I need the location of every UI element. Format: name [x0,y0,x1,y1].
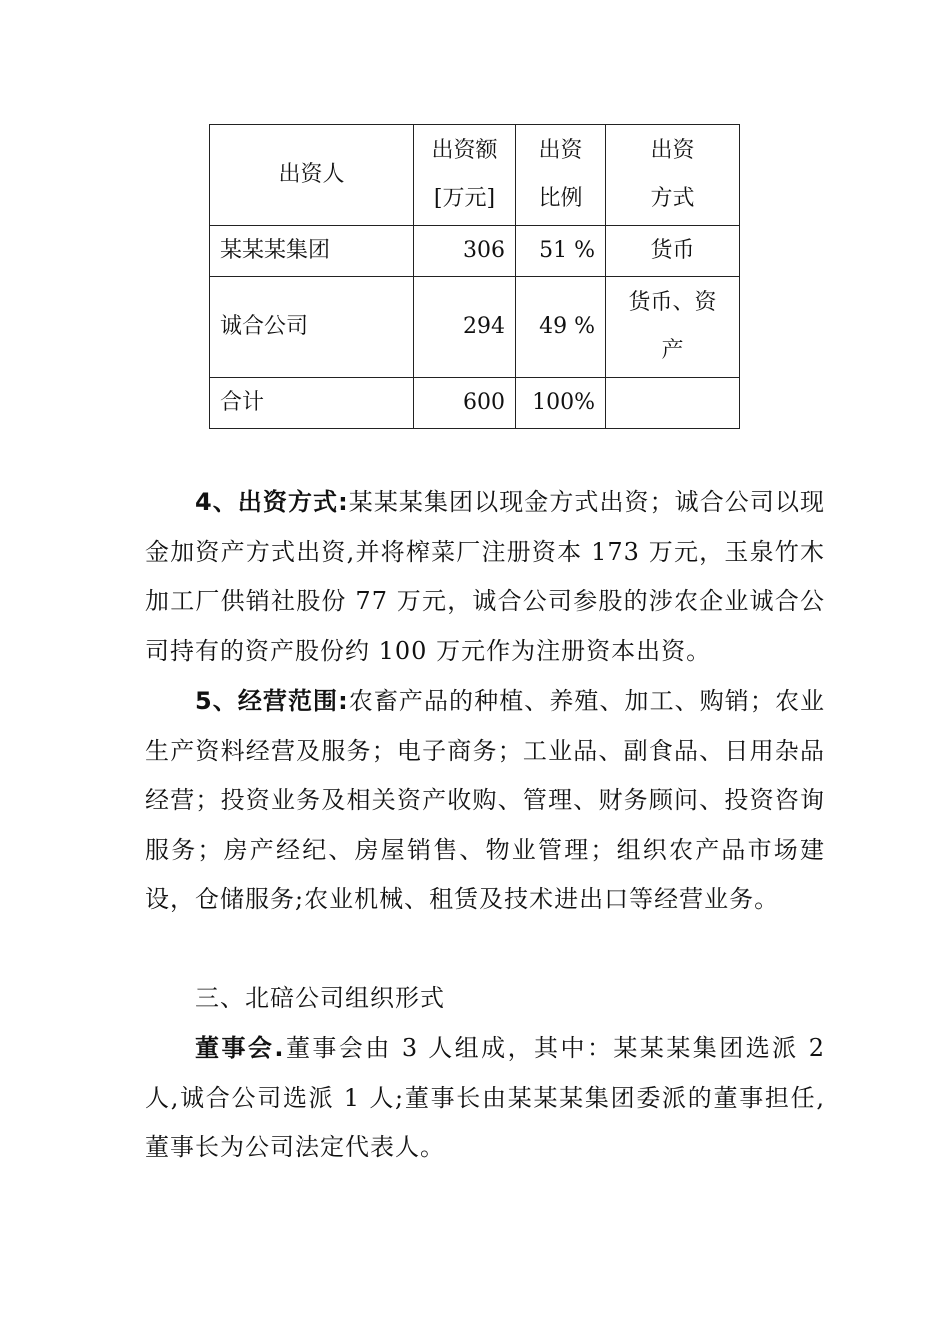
table-row [210,277,740,378]
table-header-row [210,125,740,226]
section-4-label: 4、出资方式: [195,488,349,516]
board-paragraph [145,1024,825,1173]
cell-investor: 某某某集团 [210,226,414,277]
cell-amount: 294 [414,277,516,378]
heading-section-3: 三、北碚公司组织形式 [195,984,445,1012]
cell-method: 货币、资 产 [606,277,740,378]
header-method: 出资 方式 [606,125,740,226]
cell-ratio: 49 % [516,277,606,378]
table-row [210,378,740,429]
table-row [210,226,740,277]
cell-ratio: 100% [516,378,606,429]
investment-table [209,124,740,429]
section-5-text: 农畜产品的种植、养殖、加工、购销；农业生产资料经营及服务；电子商务；工业品、副食品、日用杂品经营；投资业务及相关资产收购、管理、财务顾问、投资咨询服务；房产经纪、房屋销售、物业管理；组织农产品市场建设，仓储服务;农业机械、租赁及技术进出口等经营业务。 [145,687,826,913]
header-investor: 出资人 [210,125,414,226]
section-5-paragraph [145,677,825,925]
cell-method [606,378,740,429]
cell-ratio: 51 % [516,226,606,277]
cell-amount: 306 [414,226,516,277]
cell-investor: 合计 [210,378,414,429]
header-ratio: 出资 比例 [516,125,606,226]
cell-method: 货币 [606,226,740,277]
cell-amount: 600 [414,378,516,429]
section-5-label: 5、经营范围: [195,687,349,715]
cell-investor: 诚合公司 [210,277,414,378]
board-text: 董事会由 3 人组成，其中：某某某集团选派 2 人,诚合公司选派 1 人;董事长由某某某集团委派的董事担任,董事长为公司法定代表人。 [145,1034,825,1161]
header-amount: 出资额 [万元] [414,125,516,226]
section-4-paragraph [145,478,825,676]
board-label: 董事会. [195,1034,285,1062]
section-4-text: 某某某集团以现金方式出资；诚合公司以现金加资产方式出资,并将榨菜厂注册资本 173 万元，玉泉竹木加工厂供销社股份 77 万元，诚合公司参股的涉农企业诚合公司持有的资产股份约 100 万元作为注册资本出资。 [145,488,826,665]
